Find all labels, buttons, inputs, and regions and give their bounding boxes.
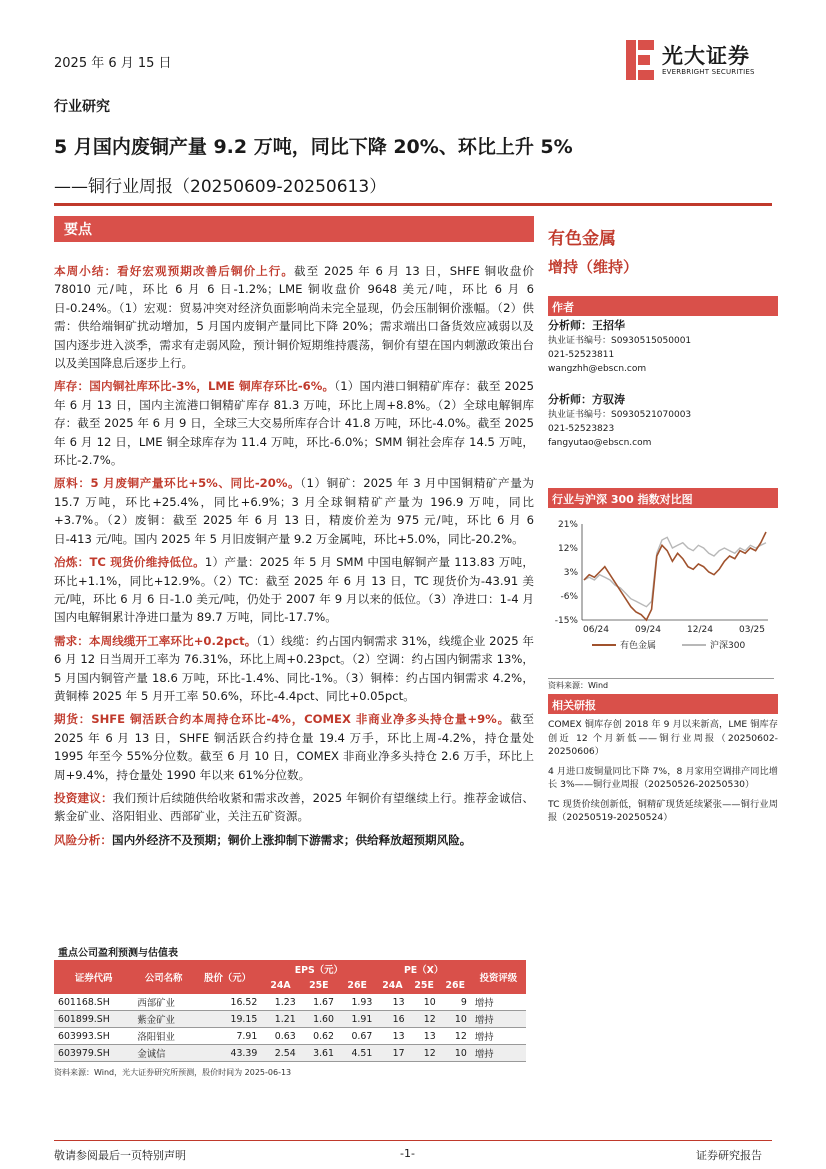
paragraph-heading: 冶炼：TC 现货价维持低位。: [54, 555, 205, 570]
table-title: 重点公司盈利预测与估值表: [58, 948, 178, 959]
related-bar: [548, 694, 778, 714]
analyst-email[interactable]: wangzhh@ebscn.com: [548, 364, 647, 374]
cell-eps: 0.67: [338, 1028, 376, 1045]
paragraph-body: 1）产量：2025 年 5 月 SMM 中国电解铜产量 113.83 万吨，环比+1.1%，同比+12.9%。（2）TC：截至 2025 年 6 月 13 日，TC 现货价为-43.91 美元/吨，环比 6 月 6 日-1.0 美元/吨，仍处于 2007 年 9 月以来的低位。（3）净进口：1-4 月国内电解铜累计净进口量为 89.7 万吨，同比-17.7%。: [54, 555, 534, 625]
chart-x-tick-label: 03/25: [739, 625, 765, 635]
related-report-link[interactable]: TC 现货价续创新低，铜精矿现货延续紧张——铜行业周报（20250519-20250524）: [548, 798, 778, 823]
cell-name: 西部矿业: [133, 994, 193, 1011]
chart-x-tick-label: 09/24: [635, 625, 661, 635]
chart-bar: [548, 488, 778, 508]
chart-series-line-nonferrous: [584, 532, 766, 620]
logo-subtitle: EVERBRIGHT SECURITIES: [662, 68, 755, 76]
cell-pe: 10: [440, 1045, 471, 1062]
paragraph-body: 截至 2025 年 6 月 13 日，SHFE 铜活跃合约持仓量 19.4 万手，环比上周-4.2%，持仓量处 1995 年至今 55%分位数。截至 6 月 10 日，COMEX 非商业净多头持仓 2.6 万手，环比上周+9.4%，持仓量处 1990 年以来 61%分位数。: [54, 712, 534, 782]
summary-paragraph: [54, 474, 534, 548]
col-year: 26E: [440, 977, 471, 994]
summary-paragraph: [54, 553, 534, 627]
cell-eps: 1.60: [300, 1011, 338, 1028]
analyst-cert: 执业证书编号：S0930521070003: [548, 410, 692, 420]
footer-disclaimer[interactable]: 敬请参阅最后一页特别声明: [54, 1149, 186, 1162]
chart-y-tick-label: 3%: [563, 568, 578, 578]
col-code: 证券代码: [54, 960, 133, 994]
col-pe: PE（X）: [376, 960, 471, 977]
cell-pe: 13: [409, 1028, 440, 1045]
chart-header: 行业与沪深 300 指数对比图: [552, 493, 693, 506]
report-title: 5 月国内废铜产量 9.2 万吨，同比下降 20%、环比上升 5%: [54, 136, 573, 158]
footer-rule: [54, 1140, 772, 1141]
analyst-name: 分析师：方驭涛: [548, 393, 625, 406]
col-year: 25E: [409, 977, 440, 994]
analyst-1: [548, 318, 778, 376]
table-row: [54, 1011, 526, 1028]
chart-y-tick-label: -6%: [560, 592, 578, 602]
paragraph-body: （1）线缆：约占国内铜需求 31%，线缆企业 2025 年 6 月 12 日当周开工率为 76.31%，环比上周+0.23pct。（2）空调：约占国内铜需求 13%，5 月国内铜管产量 18.6 万吨，环比-1.4%、同比-1%。（3）铜棒：约占国内铜需求 4.2%，黄铜棒 2025 年 5 月开工率 50.6%，环比-4.4pct、同比+0.05pct。: [54, 633, 534, 703]
chart-y-tick-label: -15%: [554, 616, 578, 626]
everbright-logo-icon: [626, 40, 656, 80]
summary-paragraph: [54, 789, 534, 826]
col-year: 25E: [300, 977, 338, 994]
paragraph-body: （1）国内港口铜精矿库存：截至 2025 年 6 月 13 日，国内主流港口铜精矿库存 81.3 万吨，环比上周+8.8%。（2）全球电解铜库存：截至 2025 年 6 月 9 日，全球三大交易所库存合计 41.8 万吨，环比-4.0%。截至 2025 年 6 月 12 日，LME 铜全球库存为 11.4 万吨，环比-6.0%；SMM 铜社会库存 14.5 万吨，环比-2.7%。: [54, 379, 534, 468]
summary-paragraph: [54, 831, 534, 849]
footer-report-type: 证券研究报告: [696, 1149, 762, 1162]
page-number: -1-: [400, 1147, 415, 1160]
cell-eps: 1.93: [338, 994, 376, 1011]
cell-eps: 1.67: [300, 994, 338, 1011]
cell-price: 19.15: [194, 1011, 262, 1028]
col-name: 公司名称: [133, 960, 193, 994]
table-row: [54, 1028, 526, 1045]
paragraph-body: 我们预计后续随供给收紧和需求改善，2025 年铜价有望继续上行。推荐金诚信、紫金矿业、洛阳钼业、西部矿业，关注五矿资源。: [54, 790, 534, 824]
table-row: [54, 1045, 526, 1062]
cell-pe: 16: [376, 1011, 408, 1028]
cell-pe: 12: [409, 1011, 440, 1028]
cell-eps: 0.62: [300, 1028, 338, 1045]
valuation-table: [54, 960, 526, 1062]
cell-eps: 1.23: [261, 994, 299, 1011]
cell-code: 601168.SH: [54, 994, 133, 1011]
paragraph-heading: 投资建议：: [54, 790, 113, 805]
col-year: 24A: [376, 977, 408, 994]
cell-pe: 9: [440, 994, 471, 1011]
table-row: [54, 994, 526, 1011]
paragraph-body: （1）铜矿：2025 年 3 月中国铜精矿产量为 15.7 万吨，环比+25.4%，同比+6.9%；3 月全球铜精矿产量为 196.9 万吨，同比+3.7%。（2）废铜：截至 2025 年 6 月 13 日，精废价差为 975 元/吨，环比 6 月 6 日-413 元/吨。国内 2025 年 5 月旧废铜产量 9.2 万金属吨，环比+5.0%，同比-20.2%。: [54, 476, 534, 546]
cell-code: 603993.SH: [54, 1028, 133, 1045]
cell-name: 洛阳钼业: [133, 1028, 193, 1045]
cell-eps: 4.51: [338, 1045, 376, 1062]
analyst-phone: 021-52523811: [548, 350, 615, 360]
related-report-link[interactable]: 4 月进口废铜量同比下降 7%，8 月家用空调排产同比增长 3%——铜行业周报（20250526-20250530）: [548, 765, 778, 790]
analyst-email[interactable]: fangyutao@ebscn.com: [548, 438, 652, 448]
cell-code: 601899.SH: [54, 1011, 133, 1028]
analyst-2: [548, 392, 778, 450]
related-header: 相关研报: [552, 699, 596, 712]
paragraph-body: 截至 2025 年 6 月 13 日，SHFE 铜收盘价 78010 元/吨，环比 6 月 6 日-1.2%；LME 铜收盘价 9648 美元/吨，环比 6 月 6 日-0.24%。（1）宏观：贸易冲突对经济负面影响尚未完全显现，仍会压制铜价涨幅。（2）供需：供给端铜矿扰动增加，5 月国内废铜产量同比下降 20%；需求端出口备货效应减弱以及国内逐步进入淡季，需求有走弱风险，预计铜价短期维持震荡，铜价有望在国内刺激政策出台以及美国降息后逐步上行。: [54, 264, 534, 371]
sector-rating: 增持（维持）: [548, 258, 639, 276]
cell-price: 16.52: [194, 994, 262, 1011]
index-comparison-chart: [548, 514, 774, 664]
cell-name: 紫金矿业: [133, 1011, 193, 1028]
col-rating: 投资评级: [471, 960, 526, 994]
authors-bar: [548, 296, 778, 316]
cell-eps: 1.91: [338, 1011, 376, 1028]
cell-pe: 17: [376, 1045, 408, 1062]
chart-source: 资料来源：Wind: [548, 681, 609, 690]
chart-y-tick-label: 12%: [557, 544, 578, 554]
cell-pe: 10: [440, 1011, 471, 1028]
key-points-header: 要点: [64, 222, 92, 238]
summary-paragraph: [54, 632, 534, 706]
chart-source-rule: [548, 678, 774, 679]
col-year: 26E: [338, 977, 376, 994]
cell-pe: 12: [409, 1045, 440, 1062]
main-content: [54, 262, 534, 854]
cell-price: 7.91: [194, 1028, 262, 1045]
col-eps: EPS（元）: [261, 960, 376, 977]
paragraph-heading: 需求：本周线缆开工率环比+0.2pct。: [54, 633, 257, 648]
authors-header: 作者: [552, 301, 574, 314]
paragraph-heading: 原料：5 月废铜产量环比+5%、同比-20%。: [54, 476, 301, 491]
chart-legend-label: 有色金属: [620, 641, 657, 651]
report-date: 2025 年 6 月 15 日: [54, 56, 172, 71]
chart-y-tick-label: 21%: [557, 520, 578, 530]
summary-paragraph: [54, 262, 534, 372]
analyst-cert: 执业证书编号：S0930515050001: [548, 336, 692, 346]
report-category: 行业研究: [54, 99, 110, 115]
chart-x-tick-label: 12/24: [687, 625, 713, 635]
sector-name: 有色金属: [548, 229, 616, 249]
analyst-phone: 021-52523823: [548, 424, 615, 434]
paragraph-heading: 期货：SHFE 铜活跃合约本周持仓环比-4%，COMEX 非商业净多头持仓量+9%。: [54, 712, 510, 727]
cell-pe: 13: [376, 994, 408, 1011]
key-points-bar: [54, 216, 534, 242]
chart-legend-label: 沪深300: [710, 641, 746, 651]
report-subtitle: ——铜行业周报（20250609-20250613）: [54, 177, 387, 197]
cell-rating: 增持: [471, 1045, 526, 1062]
paragraph-heading: 风险分析：: [54, 832, 112, 847]
paragraph-heading: 库存：国内铜社库环比-3%，LME 铜库存环比-6%。: [54, 379, 335, 394]
cell-price: 43.39: [194, 1045, 262, 1062]
col-year: 24A: [261, 977, 299, 994]
paragraph-body: 国内外经济不及预期；铜价上涨抑制下游需求；供给释放超预期风险。: [111, 832, 472, 847]
chart-x-tick-label: 06/24: [583, 625, 609, 635]
cell-eps: 2.54: [261, 1045, 299, 1062]
chart-series-line-csi300: [584, 537, 766, 606]
analyst-name: 分析师：王招华: [548, 319, 625, 332]
summary-paragraph: [54, 377, 534, 469]
cell-eps: 3.61: [300, 1045, 338, 1062]
cell-rating: 增持: [471, 1011, 526, 1028]
logo-name: 光大证券: [662, 44, 750, 68]
cell-pe: 13: [376, 1028, 408, 1045]
cell-pe: 12: [440, 1028, 471, 1045]
summary-paragraph: [54, 710, 534, 784]
cell-code: 603979.SH: [54, 1045, 133, 1062]
title-rule: [54, 203, 772, 206]
cell-rating: 增持: [471, 994, 526, 1011]
cell-eps: 1.21: [261, 1011, 299, 1028]
col-price: 股价（元）: [194, 960, 262, 994]
table-source: 资料来源：Wind，光大证券研究所预测，股价时间为 2025-06-13: [54, 1068, 292, 1077]
cell-eps: 0.63: [261, 1028, 299, 1045]
paragraph-heading: 本周小结：看好宏观预期改善后铜价上行。: [54, 264, 294, 278]
cell-pe: 10: [409, 994, 440, 1011]
cell-name: 金诚信: [133, 1045, 193, 1062]
related-report-link[interactable]: COMEX 铜库存创 2018 年 9 月以来新高，LME 铜库存创近 12 个月新低——铜行业周报（20250602-20250606）: [548, 719, 778, 757]
related-reports: [548, 718, 778, 831]
cell-rating: 增持: [471, 1028, 526, 1045]
